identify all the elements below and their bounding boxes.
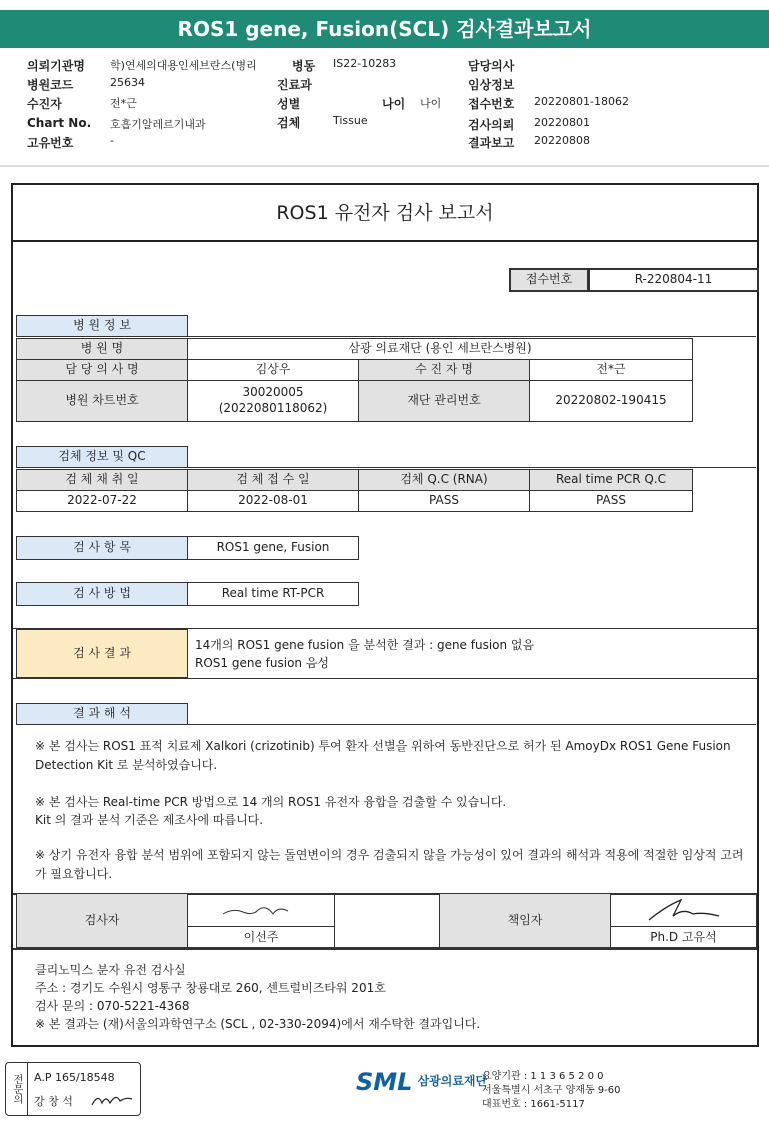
receipt-no-label: 접수번호 [468, 97, 515, 111]
specimen-label: 검체 [277, 116, 301, 130]
result-label: 검 사 결 과 [16, 629, 188, 678]
result-line-1: 14개의 ROS1 gene fusion 을 분석한 결과 : gene fusion 없음 [195, 638, 535, 652]
hospital-info-section: 병 원 정 보 [16, 315, 188, 337]
lab-contact: 검사 문의 : 070-5221-4368 [35, 999, 190, 1013]
interp-label: 결 과 해 석 [16, 703, 188, 725]
method-value: Real time RT-PCR [187, 582, 359, 606]
ap-number: A.P 165/18548 [34, 1071, 115, 1084]
tester-label: 검사자 [16, 894, 188, 948]
dept-label: 진료과 [277, 78, 312, 92]
interp-paragraph-2b: Kit 의 결과 분석 기준은 제조사에 따릅니다. [35, 813, 264, 827]
chart-no-label: 병원 차트번호 [16, 380, 188, 422]
hospital-code-label: 병원코드 [27, 78, 74, 92]
org-code: 요양기관 : 1 1 3 6 5 2 0 0 [482, 1071, 604, 1082]
header-info [0, 55, 769, 165]
org-address-block [482, 1070, 621, 1112]
org-phone: 대표번호 : 1661-5117 [482, 1099, 585, 1110]
institution-value: 학)연세의대용인세브란스(병리 [110, 59, 257, 72]
sml-logo: SML [356, 1068, 413, 1096]
divider [16, 336, 756, 337]
org-logo-block [356, 1068, 487, 1096]
lab-note: ※ 본 결과는 (재)서울의과학연구소 (SCL , 02-330-2094)에서 재수탁한 결과입니다. [35, 1017, 481, 1031]
specimen-value-3: PASS [529, 490, 693, 512]
hospital-name-label: 병 원 명 [16, 338, 188, 360]
specimen-section: 검체 정보 및 QC [16, 446, 188, 468]
hospital-name-value: 삼광 의료재단 (용인 세브란스병원) [187, 338, 693, 360]
ward-label: 병동 [292, 59, 316, 73]
divider [16, 724, 756, 725]
chart-label: Chart No. [27, 116, 92, 130]
interp-paragraph-2a: ※ 본 검사는 Real-time PCR 방법으로 14 개의 ROS1 유전자 융합을 검출할 수 있습니다. [35, 795, 507, 809]
mgmt-no-value: 20220802-190415 [529, 380, 693, 422]
test-item-value: ROS1 gene, Fusion [187, 536, 359, 560]
result-report-label: 결과보고 [468, 136, 515, 150]
divider [16, 467, 756, 468]
unique-label: 고유번호 [27, 136, 74, 150]
blank-cell [334, 894, 440, 948]
test-item-label: 검 사 항 목 [16, 536, 188, 560]
specimen-header-0: 검 체 채 취 일 [16, 469, 188, 491]
specimen-header-3: Real time PCR Q.C [529, 469, 693, 491]
responsible-label: 책임자 [439, 894, 611, 948]
request-value: 20220801 [534, 116, 590, 129]
chart-no-line2: (2022080118062) [218, 401, 328, 415]
specimen-value-1: 2022-08-01 [187, 490, 359, 512]
lab-address: 주소 : 경기도 수원시 영통구 창룡대로 260, 센트럴비즈타워 201호 [35, 981, 386, 995]
hospital-code-value: 25634 [110, 76, 145, 89]
chart-no-line1: 30020005 [242, 385, 304, 400]
patient-name-value: 전*근 [529, 359, 693, 381]
patient-name-label: 수 진 자 명 [358, 359, 530, 381]
request-label: 검사의뢰 [468, 118, 515, 132]
interp-paragraph-3: ※ 상기 유전자 융합 분석 범위에 포함되지 않는 돌연변이의 경우 검출되지 않을 가능성이 있어 결과의 해석과 적용에 적절한 임상적 고려가 필요합니다. [35, 848, 744, 881]
lab-name: 클리노믹스 분자 유전 검사실 [35, 963, 186, 977]
tester-signature [188, 894, 334, 926]
report-title: ROS1 유전자 검사 보고서 [13, 185, 757, 242]
interp-paragraph-1: ※ 본 검사는 ROS1 표적 치료제 Xalkori (crizotinib) 투여 환자 선별을 위하여 동반진단으로 허가 된 AmoyDx ROS1 Gene Fusion Detection Kit 로 분석하였습니다. [35, 739, 731, 772]
specimen-value: Tissue [333, 114, 368, 127]
clinical-label: 임상정보 [468, 78, 515, 92]
footer [0, 1058, 769, 1127]
report-title-bar [0, 10, 769, 48]
sex-label: 성별 [277, 97, 301, 111]
method-label: 검 사 방 법 [16, 582, 188, 606]
tester-name: 이선주 [188, 926, 334, 946]
stamp-doctor-name: 강 창 석 [34, 1095, 73, 1108]
result-line-2: ROS1 gene fusion 음성 [195, 656, 330, 670]
page-title: ROS1 gene, Fusion(SCL) 검사결과보고서 [177, 17, 592, 41]
patient-value: 전*근 [110, 97, 137, 110]
ward-value: IS22-10283 [333, 57, 397, 70]
chart-no-value [187, 380, 359, 422]
responsible-name: Ph.D 고유석 [611, 926, 756, 946]
receipt-label: 접수번호 [509, 268, 589, 292]
specimen-value-2: PASS [358, 490, 530, 512]
doctor-label: 담당의사 [468, 59, 515, 73]
responsible-signature-cell [610, 894, 757, 948]
stamp-signature [88, 1089, 136, 1111]
unique-value: - [110, 134, 114, 147]
tester-signature-cell [187, 894, 335, 948]
doctor-name-label: 담 당 의 사 명 [16, 359, 188, 381]
doctor-name-value: 김상우 [187, 359, 359, 381]
stamp-side-label: 전문의 [6, 1063, 28, 1115]
receipt-value: R-220804-11 [588, 268, 759, 292]
divider [13, 678, 757, 679]
chart-value: 호흡기알레르기내과 [110, 118, 206, 131]
mgmt-no-label: 재단 관리번호 [358, 380, 530, 422]
org-name: 삼광의료재단 [417, 1074, 488, 1088]
specimen-value-0: 2022-07-22 [16, 490, 188, 512]
receipt-no-value: 20220801-18062 [534, 95, 629, 108]
divider [13, 948, 757, 950]
specimen-header-2: 검체 Q.C (RNA) [358, 469, 530, 491]
responsible-signature [611, 894, 756, 926]
patient-label: 수진자 [27, 97, 62, 111]
org-address: 서울특별시 서초구 양재동 9-60 [482, 1085, 621, 1096]
specimen-header-1: 검 체 접 수 일 [187, 469, 359, 491]
age-label: 나이 [382, 97, 406, 111]
institution-label: 의뢰기관명 [27, 59, 85, 73]
header-separator [0, 165, 769, 167]
age-value: 나이 [420, 97, 442, 110]
result-report-value: 20220808 [534, 134, 590, 147]
report-body [11, 183, 759, 1047]
doctor-stamp [5, 1062, 141, 1116]
